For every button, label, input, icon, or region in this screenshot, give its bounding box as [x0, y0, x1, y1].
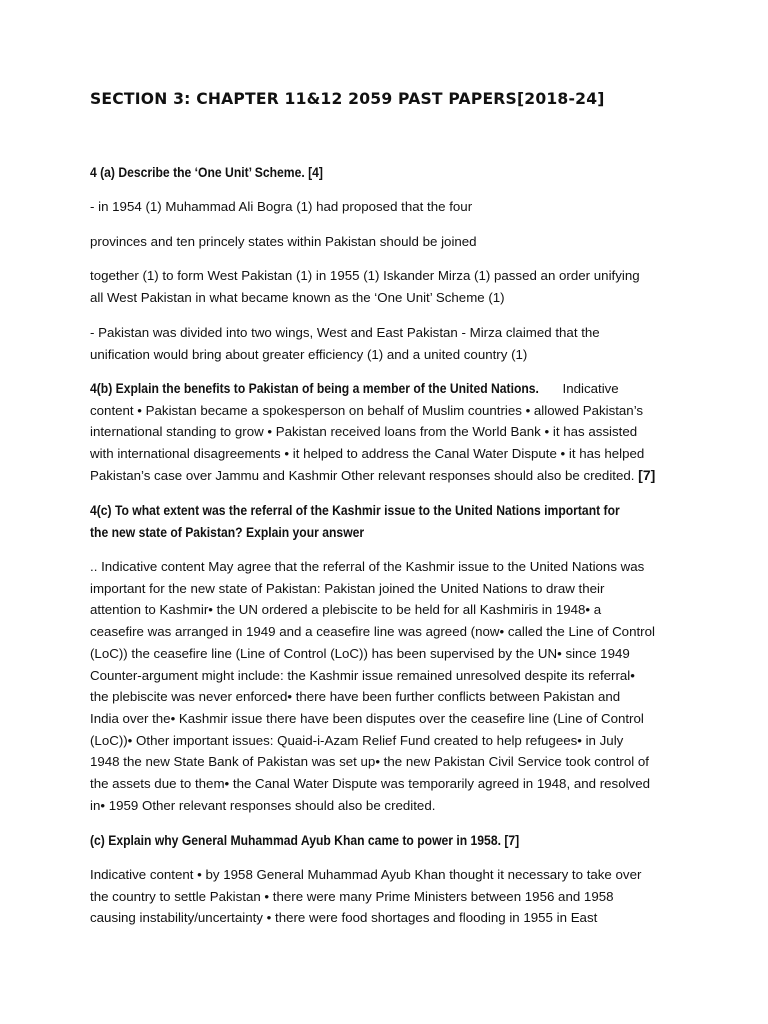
answer-4c-line-1: .. Indicative content May agree that the referral of the Kashmir issue to the United Nations was [90, 559, 645, 574]
answer-4c-line-12: in• 1959 Other relevant responses should also be credited. [90, 797, 436, 813]
answer-4c-line-11: the assets due to them• the Canal Water Dispute was temporarily agreed in 1948, and resolved [90, 776, 650, 792]
answer-4b-line-2: international standing to grow • Pakistan received loans from the World Bank • it has assisted [90, 424, 638, 440]
question-4b: 4(b) Explain the benefits to Pakistan of being a member of the United Nations. [90, 381, 539, 396]
answer-4c-line-6: Counter-argument might include: the Kashmir issue remained unresolved despite its referral• [90, 667, 635, 683]
question-4a: 4 (a) Describe the ‘One Unit’ Scheme. [4] [90, 165, 323, 180]
answer-c [90, 864, 680, 929]
question-c-ayub-khan: (c) Explain why General Muhammad Ayub Khan came to power in 1958. [7] [90, 833, 520, 848]
answer-4a-line-5: - Pakistan was divided into two wings, West and East Pakistan - Mirza claimed that the [90, 325, 600, 340]
answer-c-line-3: causing instability/uncertainty • there were food shortages and flooding in 1955 in East [90, 910, 598, 926]
answer-4a-paragraph-4 [90, 322, 680, 365]
question-4c-line-1: 4(c) To what extent was the referral of the Kashmir issue to the United Nations important for [90, 503, 620, 518]
question-4b-first-line [90, 378, 680, 400]
question-4b-block [90, 378, 680, 487]
answer-4b-line-3: with international disagreements • it helped to address the Canal Water Dispute • it has helped [90, 446, 645, 462]
answer-4c-line-5: (LoC)) the ceasefire line (Line of Control (LoC)) has been supervised by the UN• since 1949 [90, 645, 630, 661]
answer-c-line-2: the country to settle Pakistan • there were many Prime Ministers between 1956 and 1958 [90, 888, 614, 904]
question-4c-line-2: the new state of Pakistan? Explain your answer [90, 525, 365, 540]
answer-c-line-1: Indicative content • by 1958 General Muhammad Ayub Khan thought it necessary to take over [90, 867, 642, 882]
answer-4c-line-7: the plebiscite was never enforced• there have been further conflicts between Pakistan and [90, 689, 621, 705]
answer-4b-line-4: Pakistan’s case over Jammu and Kashmir Other relevant responses should also be credited. [90, 467, 635, 483]
answer-4c-line-2: important for the new state of Pakistan: Pakistan joined the United Nations to draw their [90, 580, 605, 596]
answer-4a-line-1: - in 1954 (1) Muhammad Ali Bogra (1) had proposed that the four [90, 199, 473, 214]
answer-4a-line-2: provinces and ten princely states within Pakistan should be joined [90, 234, 477, 249]
answer-4b-line-4-wrap [90, 465, 680, 487]
answer-4a-paragraph-3 [90, 265, 680, 308]
answer-4a-line-4: all West Pakistan in what became known as the ‘One Unit’ Scheme (1) [90, 289, 505, 305]
marks-4b: [7] [638, 466, 656, 483]
answer-4c-line-9: (LoC))• Other important issues: Quaid-i-Azam Relief Fund created to help refugees• in July [90, 732, 624, 748]
answer-4b-line-1: content • Pakistan became a spokesperson on behalf of Muslim countries • allowed Pakistan’s [90, 402, 644, 418]
answer-4a-line-6: unification would bring about greater efficiency (1) and a united country (1) [90, 346, 528, 362]
answer-4a-line-3: together (1) to form West Pakistan (1) in 1955 (1) Iskander Mirza (1) passed an order unifying [90, 268, 640, 283]
answer-4c-line-10: 1948 the new State Bank of Pakistan was set up• the new Pakistan Civil Service took control of [90, 754, 649, 770]
answer-4c-line-3: attention to Kashmir• the UN ordered a plebiscite to be held for all Kashmiris in 1948• a [90, 602, 602, 618]
answer-4c-line-4: ceasefire was arranged in 1949 and a ceasefire line was agreed (now• called the Line of Control [90, 624, 655, 640]
answer-4c [90, 556, 680, 816]
answer-4c-line-8: India over the• Kashmir issue there have been disputes over the ceasefire line (Line of Control [90, 710, 644, 726]
answer-4b-start: Indicative [558, 381, 619, 396]
section-title: SECTION 3: CHAPTER 11&12 2059 PAST PAPERS[2018-24] [90, 90, 605, 108]
